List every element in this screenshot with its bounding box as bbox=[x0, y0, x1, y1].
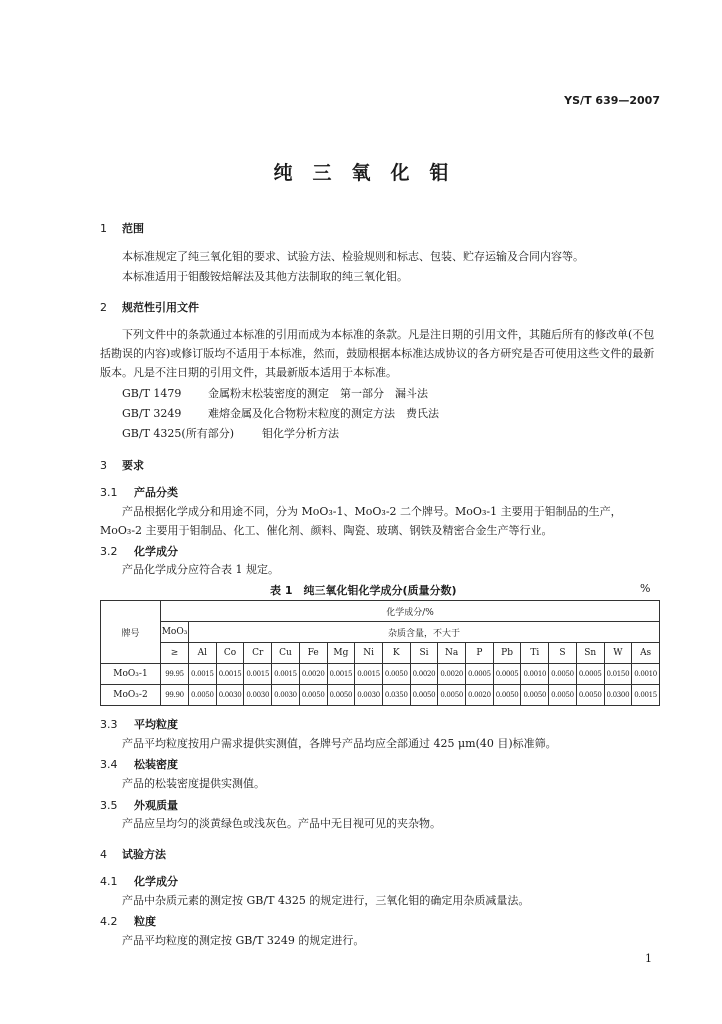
section-4-heading bbox=[100, 846, 166, 862]
subsection-title: 产品分类 bbox=[134, 486, 178, 499]
particle-size-paragraph: 产品平均粒度按用户需求提供实测值，各牌号产品均应全部通过 425 μm(40 目)标准筛。 bbox=[122, 737, 557, 750]
subsection-number: 3.4 bbox=[100, 758, 118, 771]
grade-header: 牌号 bbox=[101, 601, 161, 664]
value-cell: 0.0015 bbox=[244, 664, 272, 685]
value-cell: 0.0050 bbox=[438, 685, 466, 706]
grade-cell: MoO₃-2 bbox=[101, 685, 161, 706]
subsection-3-5-heading bbox=[100, 797, 178, 813]
subsection-title: 松装密度 bbox=[134, 758, 178, 771]
appearance-paragraph: 产品应呈均匀的淡黄绿色或浅灰色。产品中无目视可见的夹杂物。 bbox=[122, 817, 441, 830]
value-cell: 0.0030 bbox=[272, 685, 300, 706]
value-cell: 0.0030 bbox=[216, 685, 244, 706]
value-cell: 0.0030 bbox=[244, 685, 272, 706]
subsection-4-2-heading bbox=[100, 913, 156, 929]
table-unit: % bbox=[640, 582, 651, 595]
value-cell: 0.0010 bbox=[521, 664, 549, 685]
impurity-header: 杂质含量，不大于 bbox=[189, 622, 660, 643]
value-cell: 0.0050 bbox=[521, 685, 549, 706]
value-cell: 0.0015 bbox=[632, 685, 660, 706]
element-header: Cu bbox=[272, 643, 300, 664]
subsection-title: 外观质量 bbox=[134, 799, 178, 812]
section-1-heading bbox=[100, 220, 144, 236]
value-cell: 0.0030 bbox=[355, 685, 383, 706]
value-cell: 0.0350 bbox=[382, 685, 410, 706]
value-cell: 0.0015 bbox=[272, 664, 300, 685]
subsection-4-1-heading bbox=[100, 873, 178, 889]
element-header: Ti bbox=[521, 643, 549, 664]
grade-cell: MoO₃-1 bbox=[101, 664, 161, 685]
classification-paragraph: 产品根据化学成分和用途不同，分为 MoO₃-1、MoO₃-2 二个牌号。MoO₃-1 主要用于钼制品的生产，MoO₃-2 主要用于钼制品、化工、催化剂、颜料、陶瓷、玻璃、钢铁及精密合金生产等行业。 bbox=[100, 505, 622, 537]
table-caption: 表 1 纯三氧化钼化学成分(质量分数) bbox=[270, 584, 457, 597]
subsection-title: 化学成分 bbox=[134, 545, 178, 558]
element-header: Mg bbox=[327, 643, 355, 664]
composition-header: 化学成分/% bbox=[161, 601, 660, 622]
subsection-title: 平均粒度 bbox=[134, 718, 178, 731]
element-header: Ni bbox=[355, 643, 383, 664]
element-header: Pb bbox=[493, 643, 521, 664]
value-cell: 0.0020 bbox=[299, 664, 327, 685]
value-cell: 0.0015 bbox=[355, 664, 383, 685]
reference-code: GB/T 1479 bbox=[122, 387, 182, 400]
chemical-composition-paragraph: 产品化学成分应符合表 1 规定。 bbox=[122, 563, 279, 576]
reference-name: 难熔金属及化合物粉末粒度的测定方法 费氏法 bbox=[208, 407, 439, 420]
table-row bbox=[101, 664, 660, 685]
section-3-heading bbox=[100, 457, 144, 473]
element-header: W bbox=[604, 643, 632, 664]
subsection-title: 粒度 bbox=[134, 915, 156, 928]
subsection-number: 4.1 bbox=[100, 875, 118, 888]
value-cell: 0.0005 bbox=[466, 664, 494, 685]
value-cell: 0.0050 bbox=[299, 685, 327, 706]
section-title: 试验方法 bbox=[122, 848, 166, 861]
element-header: K bbox=[382, 643, 410, 664]
element-header: As bbox=[632, 643, 660, 664]
value-cell: 0.0005 bbox=[493, 664, 521, 685]
element-header: S bbox=[549, 643, 577, 664]
value-cell: 0.0050 bbox=[493, 685, 521, 706]
subsection-3-4-heading bbox=[100, 756, 178, 772]
value-cell: 0.0050 bbox=[549, 685, 577, 706]
element-header: Al bbox=[189, 643, 217, 664]
value-cell: 0.0300 bbox=[604, 685, 632, 706]
element-header: Co bbox=[216, 643, 244, 664]
section-number: 1 bbox=[100, 222, 107, 235]
reference-item bbox=[122, 404, 439, 424]
section-number: 3 bbox=[100, 459, 107, 472]
subsection-number: 3.3 bbox=[100, 718, 118, 731]
particle-method-paragraph: 产品平均粒度的测定按 GB/T 3249 的规定进行。 bbox=[122, 934, 365, 947]
section-2-heading bbox=[100, 299, 199, 315]
chemical-composition-table bbox=[100, 600, 660, 706]
reference-name: 钼化学分析方法 bbox=[262, 427, 339, 440]
reference-code: GB/T 3249 bbox=[122, 407, 182, 420]
element-header: Fe bbox=[299, 643, 327, 664]
reference-item bbox=[122, 384, 428, 404]
subsection-number: 4.2 bbox=[100, 915, 118, 928]
value-cell: 0.0015 bbox=[189, 664, 217, 685]
chemical-method-paragraph: 产品中杂质元素的测定按 GB/T 4325 的规定进行，三氧化钼的确定用杂质减量法。 bbox=[122, 894, 530, 907]
element-header: Sn bbox=[576, 643, 604, 664]
moo3-cell: 99.90 bbox=[161, 685, 189, 706]
value-cell: 0.0050 bbox=[382, 664, 410, 685]
reference-item bbox=[122, 424, 339, 444]
value-cell: 0.0050 bbox=[576, 685, 604, 706]
value-cell: 0.0015 bbox=[216, 664, 244, 685]
value-cell: 0.0015 bbox=[327, 664, 355, 685]
element-header: P bbox=[466, 643, 494, 664]
value-cell: 0.0005 bbox=[576, 664, 604, 685]
subsection-title: 化学成分 bbox=[134, 875, 178, 888]
document-title: 纯三氧化钼 bbox=[273, 162, 469, 184]
subsection-number: 3.1 bbox=[100, 486, 118, 499]
moo3-header: MoO₃ bbox=[161, 622, 189, 643]
scope-paragraph-1: 本标准规定了纯三氧化钼的要求、试验方法、检验规则和标志、包装、贮存运输及合同内容等。 bbox=[122, 250, 584, 263]
value-cell: 0.0050 bbox=[189, 685, 217, 706]
value-cell: 0.0020 bbox=[438, 664, 466, 685]
reference-code: GB/T 4325(所有部分) bbox=[122, 427, 234, 440]
section-number: 4 bbox=[100, 848, 107, 861]
element-header: Na bbox=[438, 643, 466, 664]
scope-paragraph-2: 本标准适用于钼酸铵焙解法及其他方法制取的纯三氧化钼。 bbox=[122, 270, 408, 283]
page-number: 1 bbox=[645, 952, 652, 965]
min-symbol: ≥ bbox=[161, 643, 189, 664]
reference-name: 金属粉末松装密度的测定 第一部分 漏斗法 bbox=[208, 387, 428, 400]
value-cell: 0.0010 bbox=[632, 664, 660, 685]
subsection-3-1-heading bbox=[100, 484, 178, 500]
value-cell: 0.0020 bbox=[466, 685, 494, 706]
value-cell: 0.0020 bbox=[410, 664, 438, 685]
element-header: Cr bbox=[244, 643, 272, 664]
value-cell: 0.0050 bbox=[549, 664, 577, 685]
value-cell: 0.0050 bbox=[410, 685, 438, 706]
subsection-3-2-heading bbox=[100, 543, 178, 559]
section-title: 要求 bbox=[122, 459, 144, 472]
section-title: 范围 bbox=[122, 222, 144, 235]
table-row bbox=[101, 685, 660, 706]
element-header: Si bbox=[410, 643, 438, 664]
subsection-number: 3.5 bbox=[100, 799, 118, 812]
section-number: 2 bbox=[100, 301, 107, 314]
references-paragraph: 下列文件中的条款通过本标准的引用而成为本标准的条款。凡是注日期的引用文件，其随后所有的修改单(不包括勘误的内容)或修订版均不适用于本标准，然而，鼓励根据本标准达成协议的各方研究是否可使用这些文件的最新版本。凡是不注日期的引用文件，其最新版本适用于本标准。 bbox=[100, 328, 655, 379]
value-cell: 0.0150 bbox=[604, 664, 632, 685]
subsection-number: 3.2 bbox=[100, 545, 118, 558]
moo3-cell: 99.95 bbox=[161, 664, 189, 685]
subsection-3-3-heading bbox=[100, 716, 178, 732]
section-title: 规范性引用文件 bbox=[122, 301, 199, 314]
standard-number: YS/T 639—2007 bbox=[564, 94, 660, 107]
bulk-density-paragraph: 产品的松装密度提供实测值。 bbox=[122, 777, 265, 790]
value-cell: 0.0050 bbox=[327, 685, 355, 706]
